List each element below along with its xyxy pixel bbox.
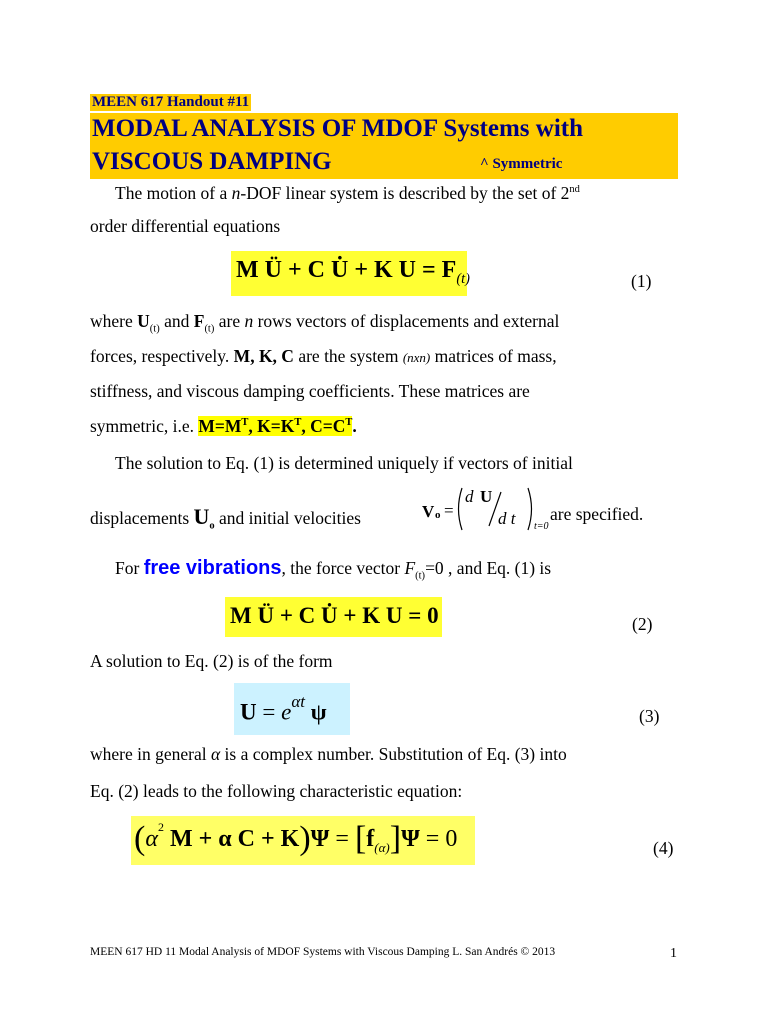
- para6-line1: where in general α is a complex number. Substitution of Eq. (3) into: [90, 744, 567, 764]
- para2-line4: symmetric, i.e. $M=M^T$, $K=K^T$, $C=C^T$.: [90, 416, 357, 436]
- footer-text: MEEN 617 HD 11 Modal Analysis of MDOF Systems with Viscous Damping L. San Andrés © 2013: [90, 946, 556, 958]
- para4: For free vibrations, the force vector $F_{(t)}=0$ , and Eq. (1) is: [115, 557, 552, 582]
- para1-line1: The motion of a n-DOF linear system is described by the set of 2nd: [115, 183, 580, 203]
- equation-4: ($\alpha^2$ M + α $C + K)\Psi = [f_{(\alpha)}]\Psi = 0$: [134, 820, 458, 857]
- velocity-expression: V o = d U d t t=0: [422, 487, 549, 532]
- title-note: ^ Symmetric: [480, 156, 563, 172]
- page-title-line1: MODAL ANALYSIS OF MDOF Systems with: [92, 115, 584, 142]
- equation-1: M Ü + C U̇ + K $U = F_{(t)}$: [236, 257, 470, 287]
- para3-line1: The solution to Eq. (1) is determined uniquely if vectors of initial: [115, 453, 573, 473]
- para3-line2: displacements $U_o$ and initial velocities: [90, 504, 361, 532]
- equation-1-number: (1): [631, 271, 652, 291]
- para2-line1: where $U_{(t)}$ and $F_{(t)}$ are n rows vectors of displacements and external: [90, 311, 560, 335]
- equation-2: M Ü + C U̇ + K U = 0: [230, 603, 439, 628]
- para2-line2: forces, respectively. M, K, C are the system (nxn) matrices of mass,: [90, 346, 557, 366]
- para3-line2-end: are specified.: [550, 504, 644, 524]
- page-number: 1: [670, 946, 677, 961]
- para2-line3: stiffness, and viscous damping coefficients. These matrices are: [90, 381, 530, 401]
- para1-line2: order differential equations: [90, 216, 281, 236]
- handout-label: MEEN 617 Handout #11: [92, 94, 250, 110]
- para6-line2: Eq. (2) leads to the following characteristic equation:: [90, 781, 463, 801]
- velocity-paren-left: [454, 487, 464, 531]
- para5: A solution to Eq. (2) is of the form: [90, 651, 333, 671]
- equation-3-number: (3): [639, 706, 660, 726]
- page-title-line2: VISCOUS DAMPING: [92, 148, 332, 175]
- equation-3: $U = e^{\alpha t}$ ψ: [240, 692, 327, 725]
- equation-4-number: (4): [653, 838, 674, 858]
- equation-2-number: (2): [632, 614, 653, 634]
